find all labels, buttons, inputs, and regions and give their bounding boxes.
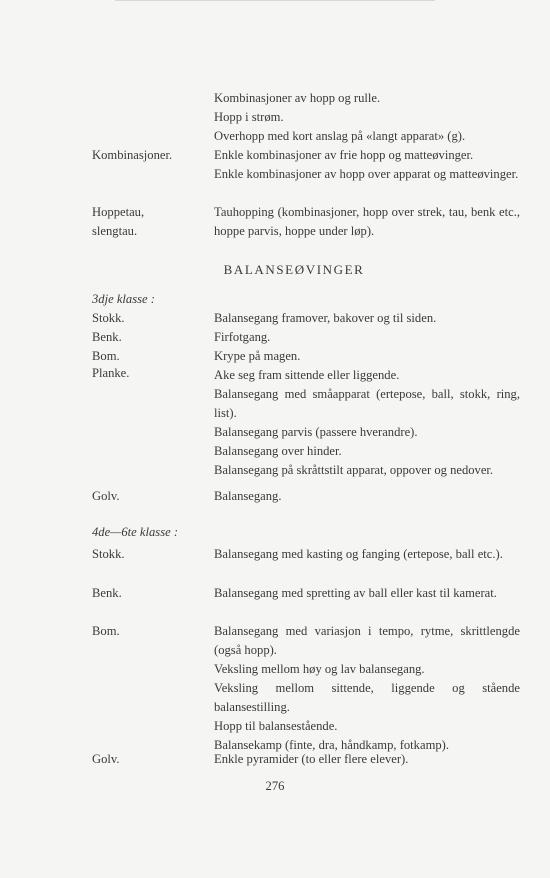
- label-stokk: Stokk.: [92, 311, 125, 325]
- label-golv: Golv.: [92, 752, 120, 766]
- text-line: Ake seg fram sittende eller liggende.: [214, 368, 400, 382]
- combinations-block: [214, 146, 520, 184]
- label-stokk: Stokk.: [92, 547, 125, 561]
- section-heading: BALANSEØVINGER: [223, 262, 365, 277]
- class4-golv-text: [214, 750, 520, 769]
- page-number: 276: [265, 779, 285, 793]
- text-line: Veksling mellom høy og lav balansegang.: [214, 662, 425, 676]
- text-line: Enkle pyramider (to eller flere elever).: [214, 752, 409, 766]
- label-golv: Golv.: [92, 489, 120, 503]
- text-line: Hopp til balansestående.: [214, 719, 338, 733]
- text-line: Balansegang over hinder.: [214, 444, 342, 458]
- class3-exercises: [214, 309, 520, 480]
- text-line: Krype på magen.: [214, 349, 301, 363]
- text-line: Hopp i strøm.: [214, 110, 284, 124]
- text-line: Kombinasjoner av hopp og rulle.: [214, 91, 381, 105]
- page-top-rule: [115, 0, 435, 1]
- label-bom: Bom.: [92, 349, 120, 363]
- class4-stokk-text: [214, 545, 520, 564]
- text-line: Balansegang med spretting av ball eller kast til kamerat.: [214, 586, 497, 600]
- class3-golv-text: [214, 487, 520, 506]
- jump-roll-block: [214, 89, 520, 146]
- class4-heading: 4de—6te klasse :: [92, 525, 179, 539]
- text-line: Balansegang framover, bakover og til siden.: [214, 311, 437, 325]
- text-line: Balansegang med småapparat (ertepose, ball, stokk, ring, list).: [214, 387, 520, 420]
- text-line: Overhopp med kort anslag på «langt apparat» (g).: [214, 129, 466, 143]
- text-line: Enkle kombinasjoner av hopp over apparat og matteøvinger.: [214, 167, 519, 181]
- label-hoppetau: Hoppetau, slengtau.: [92, 205, 145, 238]
- text-line: Enkle kombinasjoner av frie hopp og matteøvinger.: [214, 148, 474, 162]
- label-bom: Bom.: [92, 624, 120, 638]
- class3-heading: 3dje klasse :: [92, 292, 155, 306]
- text-line: Balansegang på skråttstilt apparat, oppover og nedover.: [214, 463, 494, 477]
- label-kombinasjoner: Kombinasjoner.: [92, 148, 173, 162]
- text-line: Balansegang parvis (passere hverandre).: [214, 425, 418, 439]
- rope-block: [214, 203, 520, 241]
- text-line: Veksling mellom sittende, liggende og stående balansestilling.: [214, 681, 520, 714]
- class4-bom-exercises: [214, 622, 520, 755]
- text-line: Balansegang med kasting og fanging (ertepose, ball etc.).: [214, 547, 503, 561]
- label-planke: Planke.: [92, 366, 130, 380]
- text-line: Tauhopping (kombinasjoner, hopp over strek, tau, benk etc., hoppe parvis, hoppe under løp).: [214, 205, 520, 238]
- class4-benk-text: [214, 584, 520, 603]
- text-line: Balansegang.: [214, 489, 282, 503]
- label-benk: Benk.: [92, 330, 122, 344]
- text-line: Balansekamp (finte, dra, håndkamp, fotkamp).: [214, 738, 450, 752]
- text-line: Firfotgang.: [214, 330, 271, 344]
- label-benk: Benk.: [92, 586, 122, 600]
- text-line: Balansegang med variasjon i tempo, rytme, skrittlengde (også hopp).: [214, 624, 520, 657]
